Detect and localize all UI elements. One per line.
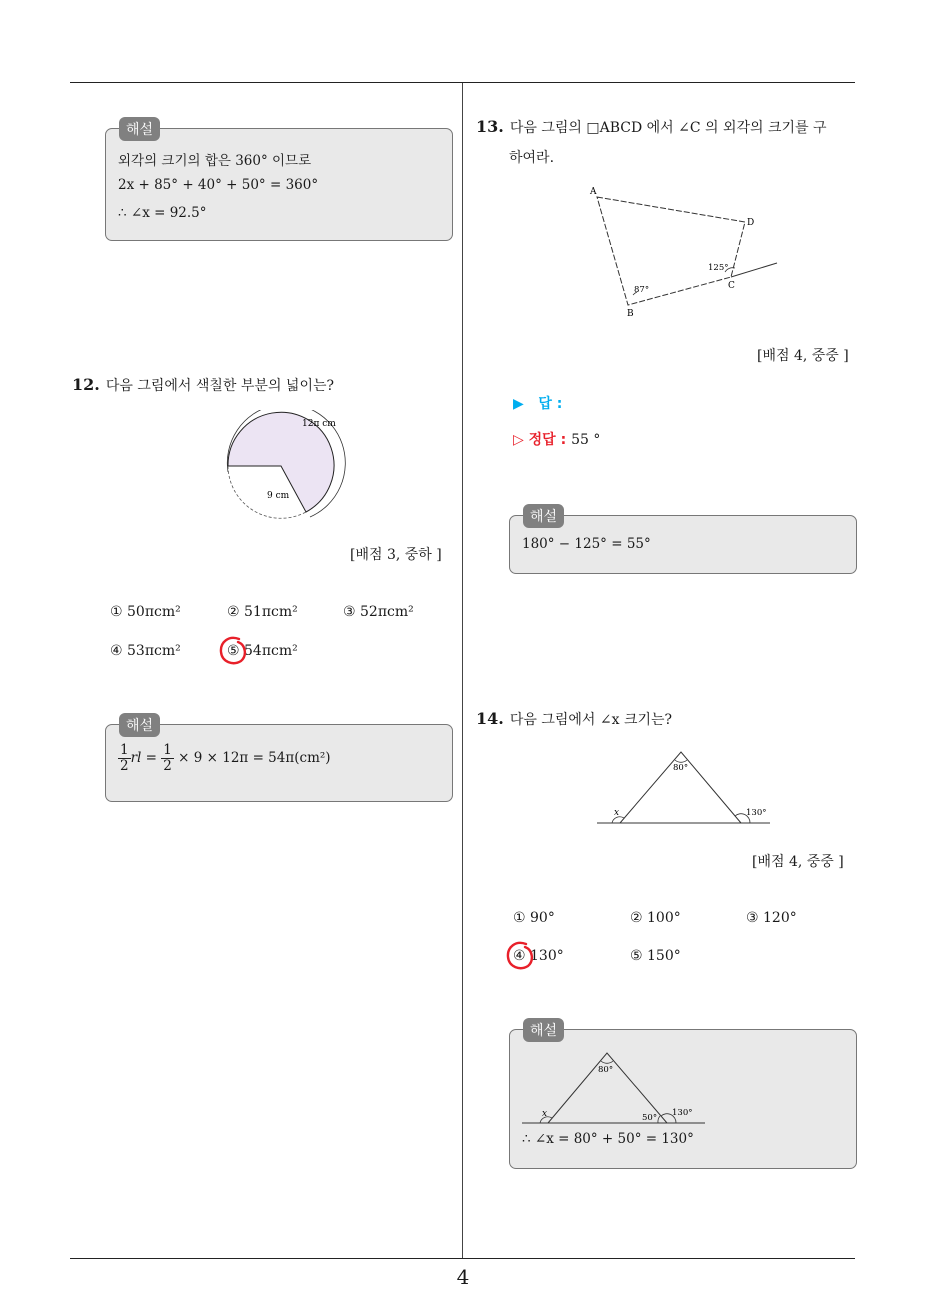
- q12-figure: [220, 410, 350, 525]
- q13-number: 13.: [476, 117, 504, 136]
- angle-b-label: 87°: [634, 285, 650, 295]
- q13-explanation-tag: 해설: [523, 504, 564, 528]
- q12-choice-2[interactable]: ② 51πcm²: [227, 604, 298, 620]
- arc-label: 12π cm: [302, 419, 336, 429]
- angle-right-label: 130°: [746, 808, 767, 818]
- q13-correct-value: 55 °: [571, 432, 601, 448]
- q12-selected-circle-mark: [217, 635, 249, 669]
- column-divider: [462, 83, 463, 1259]
- q14-explanation-text: ∴ ∠x = 80° + 50° = 130°: [522, 1131, 694, 1147]
- q13-figure: [585, 180, 780, 320]
- q14-explanation-figure: [520, 1048, 710, 1128]
- play-icon: ▶: [513, 396, 524, 412]
- q11-explanation-tag: 해설: [119, 117, 160, 141]
- q14-selected-circle-mark: [504, 940, 536, 974]
- triangle-outline-icon: ▷: [513, 432, 524, 448]
- q13-question: [476, 112, 861, 173]
- q14-text: 다음 그림에서 ∠x 크기는?: [509, 712, 673, 728]
- q13-correct-row: [513, 429, 600, 449]
- q11-explanation-box: [105, 128, 453, 241]
- q11-explanation-line-1: 외각의 크기의 합은 360° 이므로: [118, 153, 312, 169]
- q14-figure: [595, 745, 775, 830]
- angle-top-label: 80°: [673, 763, 689, 773]
- q13-correct-label: 정답 :: [528, 432, 567, 448]
- q13-answer-label: 답 :: [538, 396, 563, 412]
- radius-label: 9 cm: [267, 491, 290, 501]
- q14-number: 14.: [476, 709, 504, 728]
- q12-choice-5[interactable]: ⑤ 54πcm²: [227, 643, 298, 659]
- q12-number: 12.: [72, 375, 100, 394]
- q14-score: [배점 4, 중중 ]: [752, 854, 844, 870]
- q12-explanation-formula: $\frac{1}{2}$ rl = $\frac{1}{2}$ × 9 × 12π = 54π(cm²): [120, 742, 331, 774]
- quadrilateral: [597, 197, 745, 305]
- q11-explanation-line-3: ∴ ∠x = 92.5°: [118, 205, 207, 221]
- angle-c-label: 125°: [708, 263, 729, 273]
- q14-choice-5[interactable]: ⑤ 150°: [630, 948, 681, 964]
- exp-angle-top-label: 80°: [598, 1065, 614, 1075]
- q13-score: [배점 4, 중중 ]: [757, 348, 849, 364]
- exp-angle-right-label: 130°: [672, 1108, 693, 1118]
- q14-choice-4[interactable]: ④ 130°: [513, 948, 564, 964]
- q14-choice-3[interactable]: ③ 120°: [746, 910, 797, 926]
- q12-choice-3[interactable]: ③ 52πcm²: [343, 604, 414, 620]
- q12-text: 다음 그림에서 색칠한 부분의 넓이는?: [105, 378, 335, 394]
- q12-score: [배점 3, 중하 ]: [350, 547, 442, 563]
- label-B: B: [627, 309, 634, 319]
- q13-explanation-text: 180° − 125° = 55°: [522, 536, 651, 552]
- exp-angle-inner-label: 50°: [642, 1113, 658, 1123]
- bottom-rule: [70, 1258, 855, 1259]
- q14-explanation-tag: 해설: [523, 1018, 564, 1042]
- q14-choice-2[interactable]: ② 100°: [630, 910, 681, 926]
- q13-answer-row: [513, 393, 562, 413]
- q14-choice-1[interactable]: ① 90°: [513, 910, 555, 926]
- q12-explanation-tag: 해설: [119, 713, 160, 737]
- exp-angle-x-label: x: [542, 1109, 548, 1119]
- q14-explanation-box: [509, 1029, 857, 1169]
- q11-explanation-line-2: 2x + 85° + 40° + 50° = 360°: [118, 177, 319, 193]
- q12-choice-4[interactable]: ④ 53πcm²: [110, 643, 181, 659]
- label-C: C: [728, 281, 735, 291]
- angle-x-label: x: [614, 808, 620, 818]
- label-D: D: [747, 218, 755, 228]
- q13-text-line-2: 하여라.: [509, 150, 555, 166]
- q14-question: [476, 704, 672, 735]
- label-A: A: [590, 187, 597, 197]
- page-number: 4: [456, 1265, 470, 1289]
- q13-text-line-1: 다음 그림의 □ABCD 에서 ∠C 의 외각의 크기를 구: [509, 120, 827, 136]
- q12-question: [72, 370, 334, 401]
- q12-choice-1[interactable]: ① 50πcm²: [110, 604, 181, 620]
- extension-line: [731, 263, 777, 277]
